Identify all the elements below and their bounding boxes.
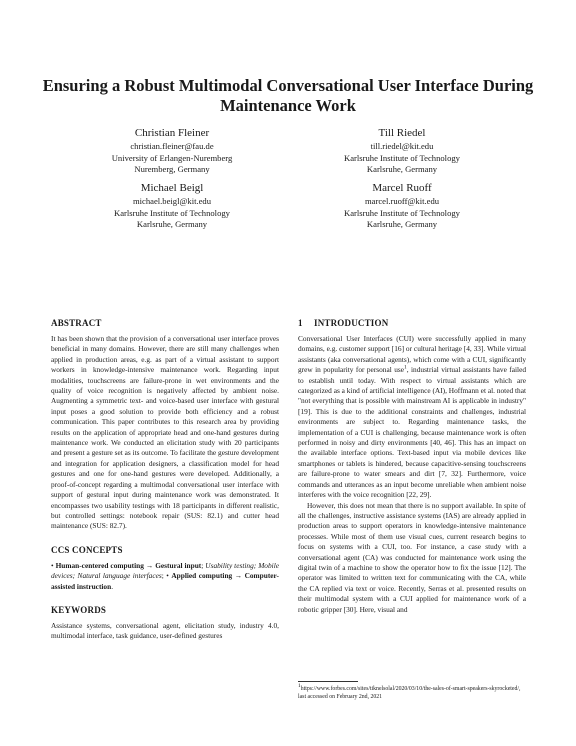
author-email: till.riedel@kit.edu	[370, 141, 434, 151]
footnote: $^1$https://www.forbes.com/sites/tiknelsolal/2020/03/10/the-sales-of-smart-speakers-skyrocketed/, last accessed on February 2nd, 2021	[298, 683, 521, 700]
section-heading: 1 INTRODUCTION	[298, 318, 389, 328]
ccs-section	[51, 545, 279, 592]
paper-title: Ensuring a Robust Multimodal Conversational User Interface During Maintenance Work	[42, 76, 534, 115]
keywords-heading: KEYWORDS	[51, 604, 107, 615]
author-email: marcel.ruoff@kit.edu	[364, 196, 440, 206]
left-column	[51, 318, 279, 642]
author-block	[302, 126, 502, 176]
intro-paragraph-1: Conversational User Interfaces (CUI) were successfully applied in many domains, e.g. customer support [16] or cultural heritage [4, 33]. While virtual assistants (aka conversational agents), which come with a CUI, significantly grew in popularity for personal use$^1$, industrial virtual assistants have failed to establish until today. With respect to virtual assistants which are categorized as a kind of artificial intelligence (AI), Hoffmann et al. noted that "not everything that is possible with mainstream AI is applicable in industry" [19]. This is due to the additional constraints and challenges, industrial environments are subject to. Regarding maintenance tasks, the implementation of a CUI is challenging, because maintenance work is often performed in noisy and dirty environments [40, 46]. This has an impact on the available interface options. Text-based input via mobile devices like smartphones or tablets is hindered, because capacitive-sensing touchscreens are failure-prone to water smears and dirt [7, 32]. Furthermore, voice commands and utterances as an input become unreliable when ambient noise interferes with the voice recognition [22, 29].	[298, 334, 526, 500]
author-name: Christian Fleiner	[134, 127, 210, 139]
author-name: Till Riedel	[378, 127, 426, 139]
author-name: Michael Beigl	[140, 182, 204, 194]
author-name: Marcel Ruoff	[372, 182, 432, 194]
author-email: michael.beigl@kit.edu	[132, 196, 212, 206]
footnote-divider	[298, 681, 358, 682]
author-location: Karlsruhe, Germany	[136, 219, 208, 230]
abstract-text: It has been shown that the provision of a conversational user interface proves beneficial in many domains. However, there are still many challenges when applied in production areas, e.g. as part of a virtual assistant to support workers in knowledge-intensive maintenance work. Regarding input modalities, touchscreens are failure-prone in wet environments and the quality of voice recognition is negatively affected by ambient noise. Augmenting a symmetric text- and voice-based user interface with gestural input poses a good solution to provide both efficiency and a robust communication. This paper contributes to this research area by providing results on the application of appropriate head and one-hand gestures during maintenance work. We conducted an elicitation study with 20 participants and present a gesture set as its outcome. To facilitate the gesture development and integration for application designers, a classification model for head gestures and one for one-hand gestures were developed. Additionally, a proof-of-concept regarding a multimodal conversational user interface with support of gestural input during maintenance work was demonstrated. It encompasses two usability testings with 18 participants in different realistic, but controlled settings: notebook repair (SUS: 82.1) and cutter head maintenance (SUS: 82.7).	[51, 334, 279, 531]
abstract-heading: ABSTRACT	[51, 318, 102, 328]
author-affiliation: Karlsruhe Institute of Technology	[344, 152, 460, 163]
keywords-section	[51, 605, 279, 642]
footnote-marker: 1	[404, 364, 407, 371]
ccs-heading: CCS CONCEPTS	[51, 544, 123, 555]
keywords-text: Assistance systems, conversational agent, elicitation study, industry 4.0, multimodal interface, task guidance, user-defined gestures	[51, 620, 279, 641]
author-location: Nuremberg, Germany	[134, 164, 210, 175]
author-block	[302, 181, 502, 231]
author-email: christian.fleiner@fau.de	[130, 141, 214, 151]
right-column	[298, 318, 526, 615]
author-affiliation: Karlsruhe Institute of Technology	[114, 207, 230, 218]
footnote-link[interactable]: https://www.forbes.com/sites/tiknelsolal/2020/03/10/the-sales-of-smart-speakers-skyrocketed/, last accessed on February 2nd, 2021	[298, 686, 521, 700]
author-affiliation: University of Erlangen-Nuremberg	[111, 152, 233, 163]
author-location: Karlsruhe, Germany	[366, 164, 438, 175]
author-block	[72, 181, 272, 231]
intro-paragraph-2: However, this does not mean that there is no support available. In spite of all the challenges, instructive assistance systems (IAS) are already applied in production areas to support operators in knowledge-intensive maintenance processes. While most of them use visual cues, current research begins to focus on systems with a CUI, too. For instance, a case study with a conversational agent (CA) was conducted for maintenance work using the digital twin of a machine to show the operator how to fix the issue [12]. The operator was limited to written text for communicating with the CA, while the CA replied via text or voice. Recently, Serras et al. presented results on their multimodal system with a CUI applied for maintenance work of a robotic gripper [30]. Here, visual and	[298, 500, 526, 614]
author-affiliation: Karlsruhe Institute of Technology	[344, 207, 460, 218]
author-block	[72, 126, 272, 176]
ccs-text: • Human-centered computing → Gestural input; Usability testing; Mobile devices; Natural language interfaces; • Applied computing → Computer-assisted instruction.	[51, 560, 279, 591]
author-location: Karlsruhe, Germany	[366, 219, 438, 230]
